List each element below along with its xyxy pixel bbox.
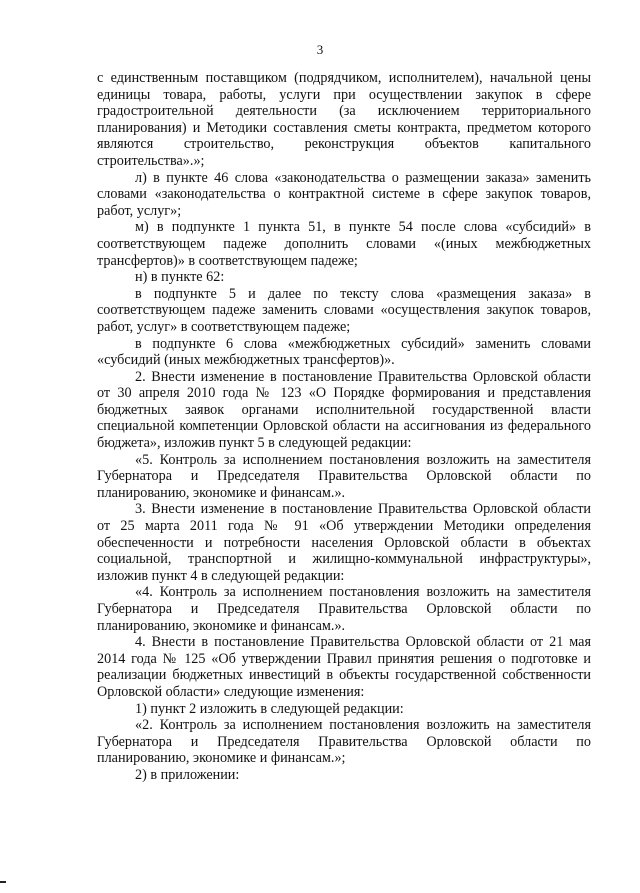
paragraph-quote-4: «4. Контроль за исполнением постановления возложить на заместителя Губернатора и Председателя Правительства Орловской области по планированию, экономике и финансам.». bbox=[97, 584, 591, 634]
scan-mark bbox=[0, 881, 6, 883]
page-number: 3 bbox=[316, 42, 324, 57]
paragraph-subitem-6: в подпункте 6 слова «межбюджетных субсидий» заменить словами «субсидий (иных межбюджетных трансфертов)». bbox=[97, 335, 591, 369]
paragraph-quote-2: «2. Контроль за исполнением постановления возложить на заместителя Губернатора и Председателя Правительства Орловской области по планированию, экономике и финансам.»; bbox=[97, 717, 591, 767]
paragraph-item-n: н) в пункте 62: bbox=[135, 269, 225, 286]
paragraph-item-m: м) в подпункте 1 пункта 51, в пункте 54 после слова «субсидий» в соответствующем падеже дополнить словами «(иных межбюджетных трансфертов)» в соответствующем падеже; bbox=[97, 219, 591, 269]
document-body bbox=[97, 70, 591, 784]
paragraph-item-1: 1) пункт 2 изложить в следующей редакции: bbox=[135, 700, 404, 717]
paragraph-subitem-5: в подпункте 5 и далее по тексту слова «размещения заказа» в соответствующем падеже заменить словами «осуществления закупок товаров, работ, услуг» в соответствующем падеже; bbox=[97, 285, 591, 335]
paragraph-section-2: 2. Внести изменение в постановление Правительства Орловской области от 30 апреля 2010 года № 123 «О Порядке формирования и представления бюджетных заявок органами исполнительной государственной власти специальной компетенции Орловской области на ассигнования из федерального бюджета», изложив пункт 5 в следующей редакции: bbox=[97, 368, 591, 452]
paragraph-item-l: л) в пункте 46 слова «законодательства о размещении заказа» заменить словами «законодательства о контрактной системе в сфере закупок товаров, работ, услуг»; bbox=[97, 169, 591, 219]
paragraph-continuation: с единственным поставщиком (подрядчиком, исполнителем), начальной цены единицы товара, работы, услуги при осуществлении закупок в сфере градостроительной деятельности (за исключением территориального планирования) и Методики составления сметы контракта, предметом которого являются строительство, реконструкция объектов капитального строительства».»; bbox=[97, 70, 591, 169]
paragraph-quote-5: «5. Контроль за исполнением постановления возложить на заместителя Губернатора и Председателя Правительства Орловской области по планированию, экономике и финансам.». bbox=[97, 451, 591, 501]
paragraph-item-2: 2) в приложении: bbox=[135, 766, 240, 783]
paragraph-section-3: 3. Внести изменение в постановление Правительства Орловской области от 25 марта 2011 года № 91 «Об утверждении Методики определения обеспеченности и потребности населения Орловской области в объектах социальной, транспортной и жилищно-коммунальной инфраструктуры», изложив пункт 4 в следующей редакции: bbox=[97, 501, 591, 584]
paragraph-section-4: 4. Внести в постановление Правительства Орловской области от 21 мая 2014 года № 125 «Об утверждении Правил принятия решения о подготовке и реализации бюджетных инвестиций в объекты государственной собственности Орловской области» следующие изменения: bbox=[97, 634, 591, 700]
